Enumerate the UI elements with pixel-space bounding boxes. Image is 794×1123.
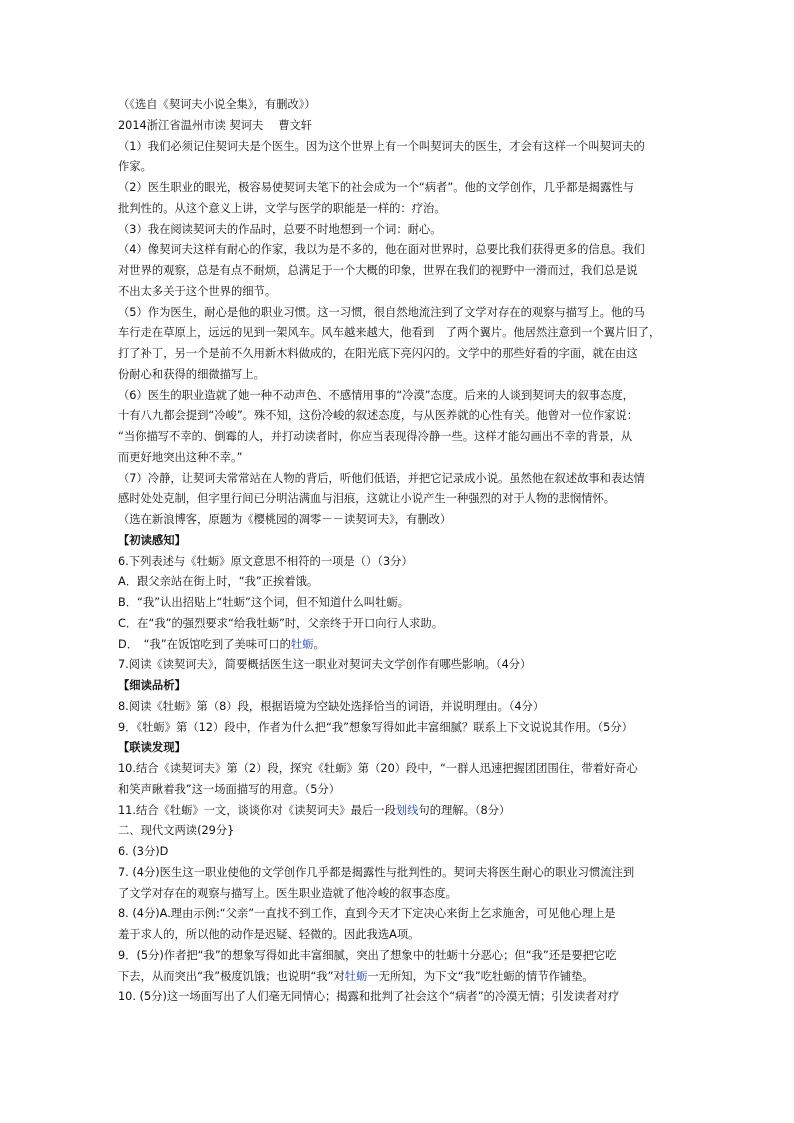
text-line: 11.结合《牡蛎》一文，谈谈你对《读契诃夫》最后一段划线句的理解。（8分）	[118, 803, 511, 817]
text-line: 不出太多关于这个世界的细节。	[118, 284, 277, 298]
text-line: 6.下列表述与《牡蛎》原文意思不相符的一项是（）（3分）	[118, 554, 413, 568]
text-line: 份耐心和获得的细微描写上。	[118, 367, 265, 381]
text-line: 8. (4分)A.理由示例:“父亲”一直找不到工作，直到今天才下定决心来街上乞求施舍，可见他心理上是	[118, 907, 616, 921]
text-line: （2）医生职业的眼光，极容易使契诃夫笔下的社会成为一个“病者”。他的文学创作，几乎都是揭露性与	[118, 181, 634, 194]
text-line: 10.结合《读契诃夫》第（2）段，探究《牡蛎》第（20）段中，“一群人迅速把握团团围住，带着好奇心	[118, 762, 638, 775]
text-line: 7.阅读《读契诃夫》，简要概括医生这一职业对契诃夫文学创作有哪些影响。（4分）	[118, 658, 532, 672]
text-line: 2014浙江省温州市读 契诃夫 曹文轩	[118, 118, 313, 132]
text-line: B．“我”认出招贴上“牡蛎”这个词，但不知道什么叫牡蛎。	[118, 596, 409, 609]
text-line: 9．(5分)作者把“我”的想象写得如此丰富细腻，突出了想象中的牡蛎十分恶心；但“我”还是要把它吃	[118, 948, 617, 962]
hyperlink-text[interactable]: 牡蛎	[344, 969, 368, 983]
text-line: 对世界的观察，总是有点不耐烦，总满足于一个大概的印象，世界在我们的视野中一滑而过，我们总是说	[118, 264, 638, 277]
text-line: 而更好地突出这种不幸。”	[118, 450, 243, 464]
text-line: C．在“我”的强烈要求“给我牡蛎”时，父亲终于开口向行人求助。	[118, 616, 444, 630]
text-line: 6. (3分)D	[118, 845, 169, 858]
text-line: 感时处处克制，但字里行间已分明沾满血与泪痕，这就让小说产生一种强烈的对于人物的悲悯情怀。	[118, 492, 616, 506]
text-line: 9．《牡蛎》第（12）段中，作者为什么把“我”想象写得如此丰富细腻？联系上下文说说其作用。（5分）	[118, 720, 633, 734]
text-line: D． “我”在饭馆吃到了美味可口的牡蛎。	[118, 637, 325, 651]
text-line: 打了补丁，另一个是前不久用新木料做成的，在阳光底下亮闪闪的。文学中的那些好看的字面，就在由这	[118, 347, 638, 360]
text-line: （《选自《契诃夫小说全集》，有删改》）	[118, 98, 316, 111]
text-line: 和笑声瞅着我”这一场面描写的用意。（5分）	[118, 782, 341, 796]
section-heading: 【细读品析】	[118, 679, 186, 692]
text-line: “当你描写不幸的、倒霉的人，并打动读者时，你应当表现得冷静一些。这样才能勾画出不幸的背景，从	[118, 430, 633, 443]
text-line: （5）作为医生，耐心是他的职业习惯。这一习惯，很自然地流注到了文学对存在的观察与描写上。他的马	[118, 305, 645, 319]
hyperlink-text[interactable]: 牡蛎	[290, 637, 314, 651]
document-body	[118, 95, 680, 1008]
hyperlink-text[interactable]: 划线	[395, 803, 419, 817]
text-line: 10. (5分)这一场面写出了人们毫无同情心；揭露和批判了社会这个“病者”的冷漠无情；引发读者对疗	[118, 990, 620, 1004]
text-line: （1）我们必须记住契诃夫是个医生。因为这个世界上有一个叫契诃夫的医生，才会有这样一个叫契诃夫的	[118, 139, 645, 153]
text-line: 车行走在草原上，远远的见到一架风车。风车越来越大，他看到 了两个翼片。他居然注意到一个翼片旧了，	[118, 326, 661, 340]
text-line: 8.阅读《牡蛎》第（8）段，根据语境为空缺处选择恰当的词语，并说明理由。（4分）	[118, 699, 545, 713]
text-line: 二、现代文两读(29分}	[118, 824, 235, 838]
text-line: 7. (4分)医生这一职业使他的文学创作几乎都是揭露性与批判性的。契诃夫将医生耐心的职业习惯流注到	[118, 865, 635, 879]
text-line: （6）医生的职业造就了她一种不动声色、不感情用事的“冷漠”态度。后来的人谈到契诃夫的叙事态度，	[118, 388, 634, 402]
section-heading: 【联读发现】	[118, 741, 186, 755]
text-line: 羞于求人的，所以他的动作是迟疑、轻微的。因此我选A项。	[118, 928, 420, 941]
text-line: 下去，从而突出“我”极度饥饿；也说明“我”对牡蛎一无所知，为下文“我”吃牡蛎的情节作铺垫。	[118, 969, 594, 983]
text-line: 批判性的。从这个意义上讲，文学与医学的职能是一样的：疗治。	[118, 201, 446, 215]
text-line: （3）我在阅读契诃夫的作品时，总要不时地想到一个词：耐心。	[118, 222, 442, 236]
text-line: （4）像契诃夫这样有耐心的作家，我以为是不多的，他在面对世界时，总要比我们获得更多的信息。我们	[118, 243, 645, 257]
text-line: 十有八九都会提到“冷峻”。殊不知，这份冷峻的叙述态度，与从医养就的心性有关。他曾对一位作家说：	[118, 409, 639, 423]
text-line: 作家。	[118, 160, 152, 174]
text-line: （选在新浪博客，原题为《樱桃园的凋零－－读契诃夫》，有删改）	[118, 513, 452, 526]
text-line: 了文学对存在的观察与描写上。医生职业造就了他冷峻的叙事态度。	[118, 886, 457, 900]
section-heading: 【初读感知】	[118, 533, 186, 547]
text-line: （7）冷静，让契诃夫常常站在人物的背后，听他们低语，并把它记录成小说。虽然他在叙述故事和表达情	[118, 471, 645, 485]
text-line: A．跟父亲站在街上时，“我”正挨着饿。	[118, 575, 319, 589]
